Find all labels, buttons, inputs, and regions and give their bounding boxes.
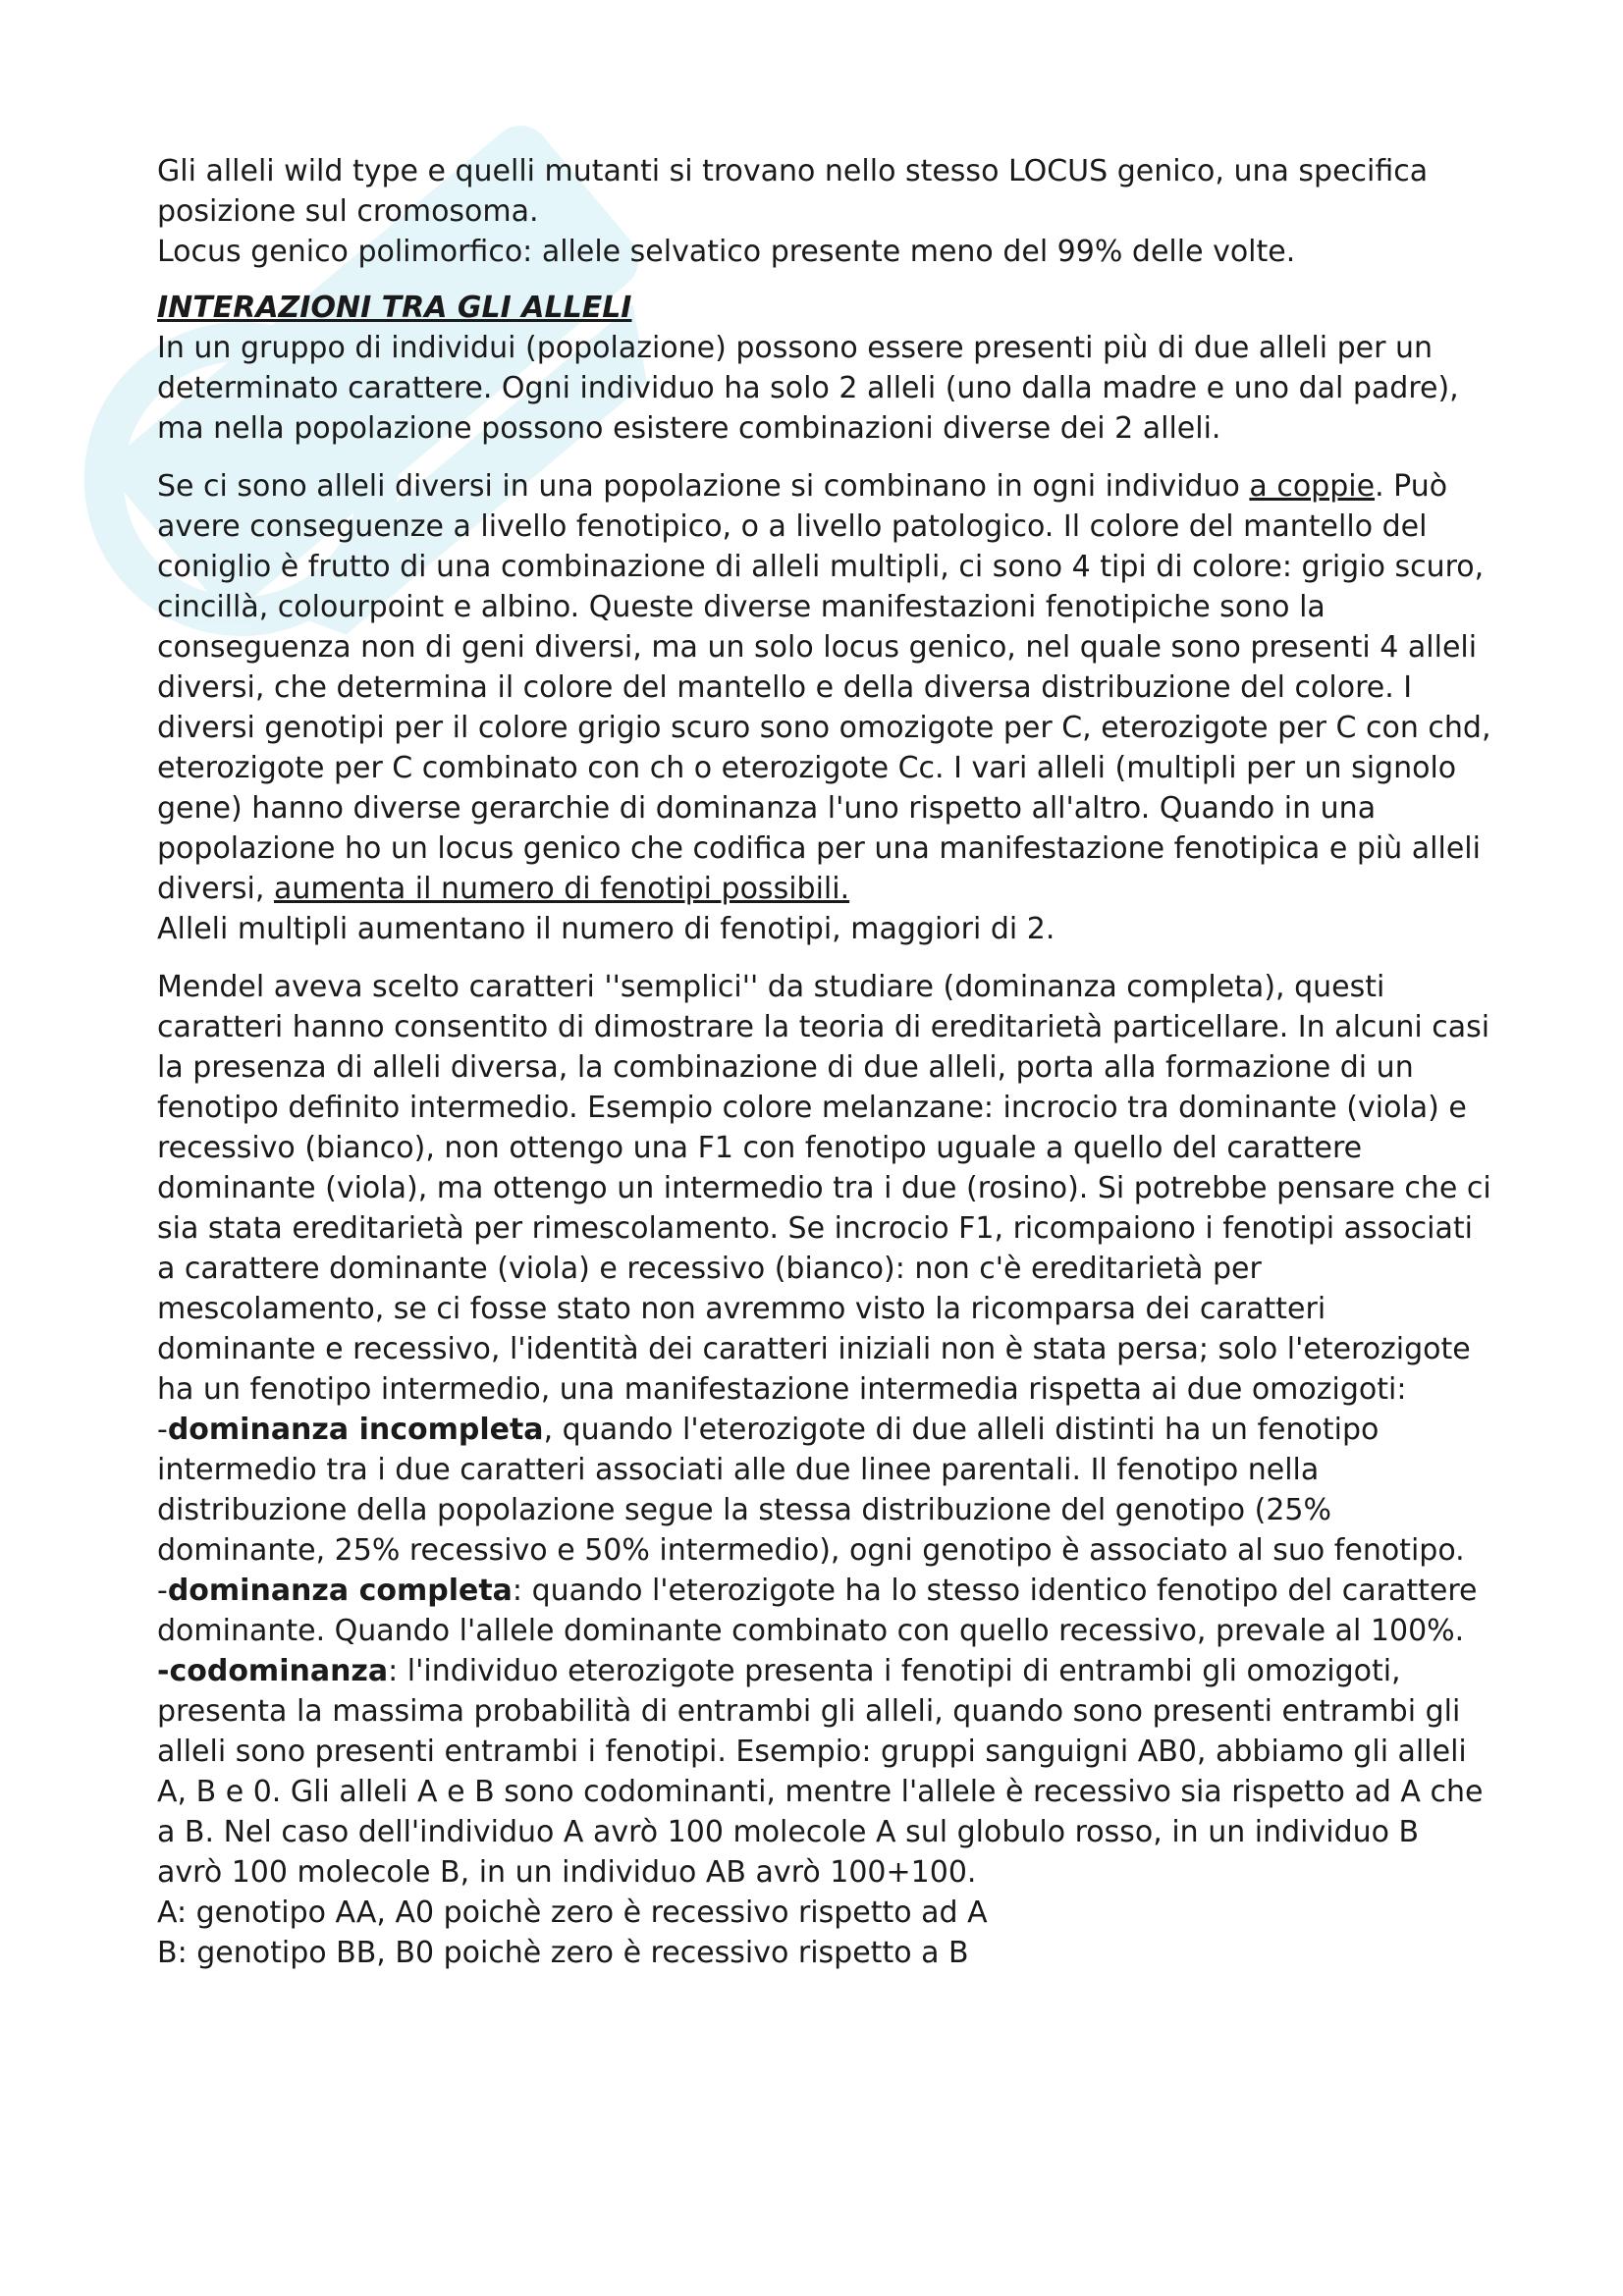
intro-paragraph-1: Gli alleli wild type e quelli mutanti si trovano nello stesso LOCUS genico, una specifica posizione sul cromosoma. xyxy=(157,154,1429,229)
document-page xyxy=(157,151,1492,1973)
item-text: : l'individuo eterozigote presenta i fenotipi di entrambi gli omozigoti, presenta la massima probabilità di entrambi gli alleli, quando sono presenti entrambi gli alleli sono presenti entrambi i fenotipi. Esempio: gruppi sanguigni AB0, abbiamo gli alleli A, B e 0. Gli alleli A e B sono codominanti, mentre l'allele è recessivo sia rispetto ad A che a B. Nel caso dell'individuo A avrò 100 molecole A sul globulo rosso, in un individuo B avrò 100 molecole B, in un individuo AB avrò 100+100. xyxy=(157,1654,1484,1890)
paragraph-popolazione: In un gruppo di individui (popolazione) possono essere presenti più di due alleli per un determinato carattere. Ogni individuo ha solo 2 alleli (uno dalla madre e uno dal padre), ma nella popolazione possono esistere combinazioni diverse dei 2 alleli. xyxy=(157,331,1459,446)
item-dominanza-incompleta xyxy=(157,1410,1492,1571)
term-dominanza-incompleta: dominanza incompleta xyxy=(167,1413,544,1447)
item-codominanza xyxy=(157,1651,1492,1893)
item-dominanza-completa xyxy=(157,1571,1492,1651)
item-text: : quando l'eterozigote ha lo stesso identico fenotipo del carattere dominante. Quando l'allele dominante combinato con quello recessivo, prevale al 100%. xyxy=(157,1574,1478,1648)
term-codominanza: -codominanza xyxy=(157,1654,389,1688)
paragraph-alleli-multipli xyxy=(157,466,1492,949)
text-segment: . Può avere conseguenze a livello fenotipico, o a livello patologico. Il colore del mantello del coniglio è frutto di una combinazione di alleli multipli, ci sono 4 tipi di colore: grigio scuro, cincillà, colourpoint e albino. Queste diverse manifestazioni fenotipiche sono la conseguenza non di geni diversi, ma un solo locus genico, nel quale sono presenti 4 alleli diversi, che determina il colore del mantello e della diversa distribuzione del colore. I diversi genotipi per il colore grigio scuro sono omozigote per C, eterozigote per C con chd, eterozigote per C combinato con ch o eterozigote Cc. I vari alleli (multipli per un signolo gene) hanno diverse gerarchie di dominanza l'uno rispetto all'altro. Quando in una popolazione ho un locus genico che codifica per una manifestazione fenotipica e più alleli diversi, xyxy=(157,469,1491,906)
intro-paragraph-2: Locus genico polimorfico: allele selvatico presente meno del 99% delle volte. xyxy=(157,235,1296,269)
text-segment: Se ci sono alleli diversi in una popolazione si combinano in ogni individuo xyxy=(157,469,1250,504)
line-genotipo-a: A: genotipo AA, A0 poichè zero è recessivo rispetto ad A xyxy=(157,1896,988,1930)
underlined-a-coppie: a coppie xyxy=(1249,469,1376,504)
section-heading: INTERAZIONI TRA GLI ALLELI xyxy=(157,291,632,325)
item-dash: - xyxy=(157,1574,168,1608)
item-dash: - xyxy=(157,1413,168,1447)
text-segment: Alleli multipli aumentano il numero di fenotipi, maggiori di 2. xyxy=(157,912,1055,946)
item-text: , quando l'eterozigote di due alleli distinti ha un fenotipo intermedio tra i due caratteri associati alle due linee parentali. Il fenotipo nella distribuzione della popolazione segue la stessa distribuzione del genotipo (25% dominante, 25% recessivo e 50% intermedio), ogni genotipo è associato al suo fenotipo. xyxy=(157,1413,1465,1568)
term-dominanza-completa: dominanza completa xyxy=(167,1574,513,1608)
underlined-fenotipi-possibili: aumenta il numero di fenotipi possibili. xyxy=(273,872,850,906)
paragraph-mendel: Mendel aveva scelto caratteri ''semplici'' da studiare (dominanza completa), questi caratteri hanno consentito di dimostrare la teoria di ereditarietà particellare. In alcuni casi la presenza di alleli diversa, la combinazione di due alleli, porta alla formazione di un fenotipo definito intermedio. Esempio colore melanzane: incrocio tra dominante (viola) e recessivo (bianco), non ottengo una F1 con fenotipo uguale a quello del carattere dominante (viola), ma ottengo un intermedio tra i due (rosino). Si potrebbe pensare che ci sia stata ereditarietà per rimescolamento. Se incrocio F1, ricompaiono i fenotipi associati a carattere dominante (viola) e recessivo (bianco): non c'è ereditarietà per mescolamento, se ci fosse stato non avremmo visto la ricomparsa dei caratteri dominante e recessivo, l'identità dei caratteri iniziali non è stata persa; solo l'eterozigote ha un fenotipo intermedio, una manifestazione intermedia rispetta ai due omozigoti: xyxy=(157,970,1491,1407)
line-genotipo-b: B: genotipo BB, B0 poichè zero è recessivo rispetto a B xyxy=(157,1936,969,1970)
